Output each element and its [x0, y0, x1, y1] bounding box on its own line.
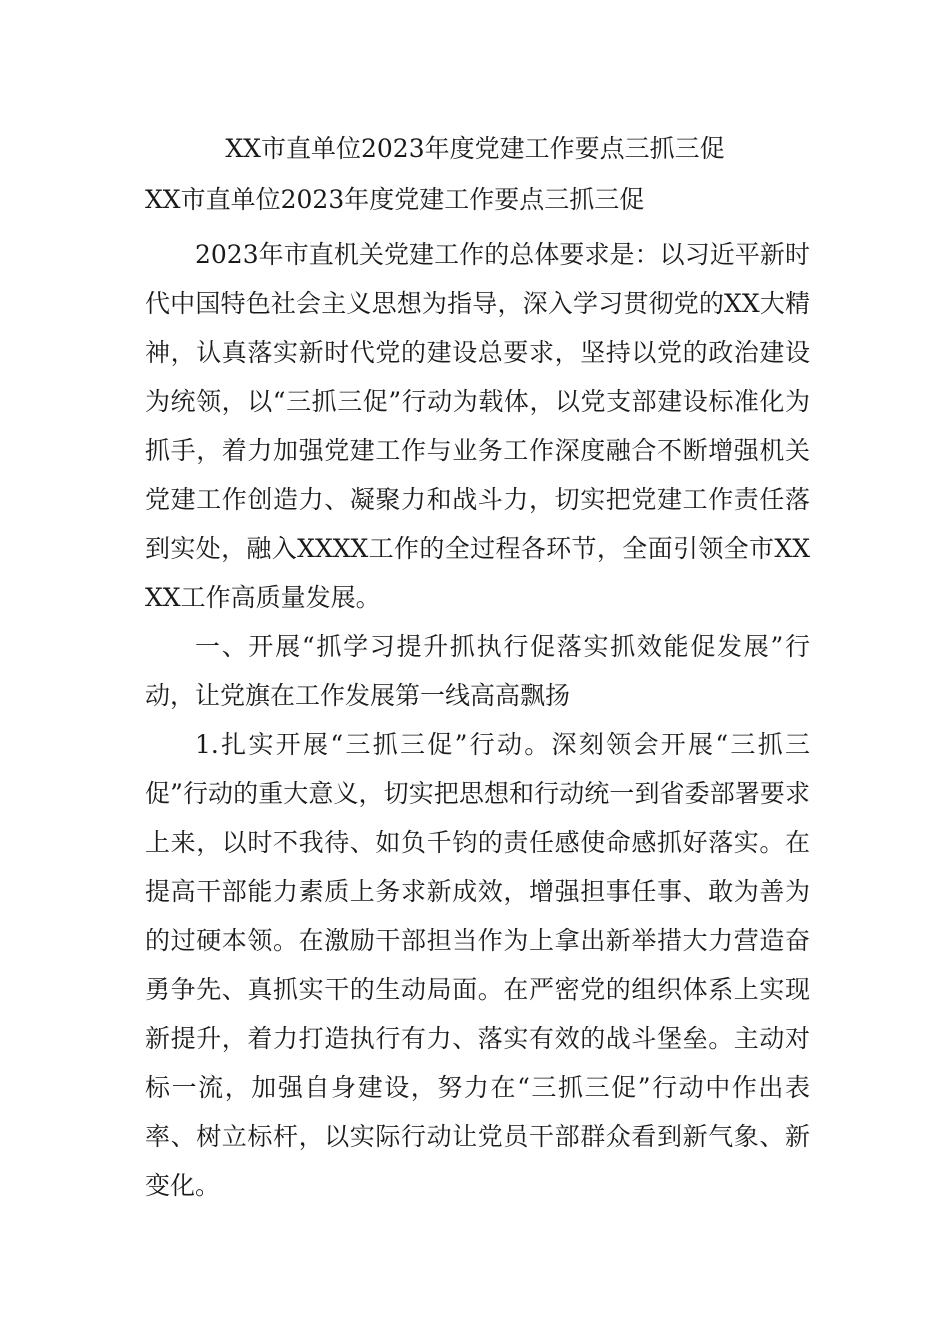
paragraph-general-requirements: 2023年市直机关党建工作的总体要求是：以习近平新时代中国特色社会主义思想为指导，深入学习贯彻党的XX大精神，认真落实新时代党的建设总要求，坚持以党的政治建设为统领，以“三抓三促”行动为载体，以党支部建设标准化为抓手，着力加强党建工作与业务工作深度融合不断增强机关党建工作创造力、凝聚力和战斗力，切实把党建工作责任落到实处，融入XXXX工作的全过程各环节，全面引领全市XXXX工作高质量发展。: [145, 240, 810, 612]
document-subtitle: XX市直单位2023年度党建工作要点三抓三促: [145, 185, 645, 214]
paragraph-item-one: 1.扎实开展“三抓三促”行动。深刻领会开展“三抓三促”行动的重大意义，切实把思想和行动统一到省委部署要求上来，以时不我待、如负千钧的责任感使命感抓好落实。在提高干部能力素质上务求新成效，增强担事任事、敢为善为的过硬本领。在激励干部担当作为上拿出新举措大力营造奋勇争先、真抓实干的生动局面。在严密党的组织体系上实现新提升，着力打造执行有力、落实有效的战斗堡垒。主动对标一流，加强自身建设，努力在“三抓三促”行动中作出表率、树立标杆，以实际行动让党员干部群众看到新气象、新变化。: [145, 730, 810, 1200]
document-title: XX市直单位2023年度党建工作要点三抓三促: [225, 134, 725, 163]
paragraph-section-one-heading: 一、开展“抓学习提升抓执行促落实抓效能促发展”行动，让党旗在工作发展第一线高高飘扬: [145, 632, 810, 710]
document-body: [145, 230, 810, 1210]
